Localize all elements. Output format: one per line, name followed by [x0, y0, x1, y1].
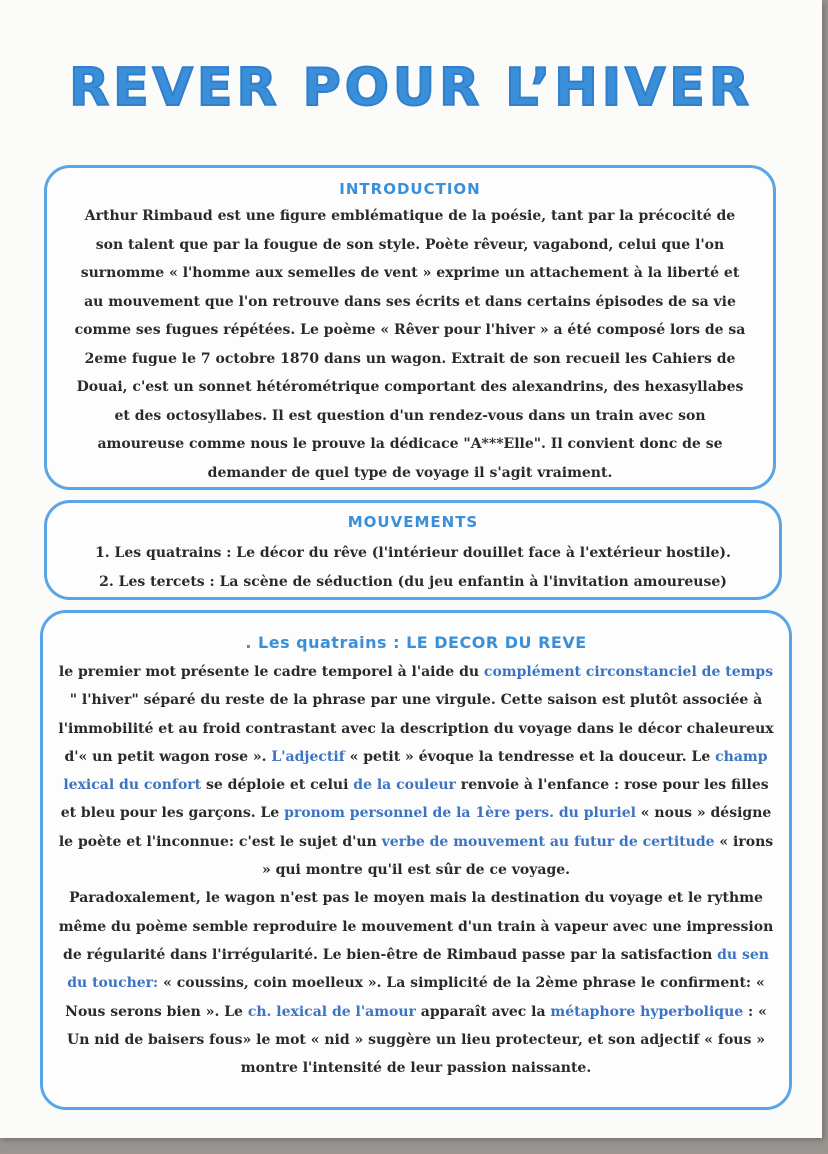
text-segment: le premier mot présente le cadre temporel à l'aide du: [58, 664, 484, 680]
text-segment: Paradoxalement, le wagon n'est pas le moyen mais la destination du voyage et le rythme même du poème semble reproduire le mouvement d'un train à vapeur avec une impression de régularité dans l'irrégularité. Le bien-être de Rimbaud passe par la satisfaction: [58, 890, 774, 963]
quatrains-paragraph-1: [57, 658, 775, 884]
text-segment: se déploie et celui: [201, 777, 354, 794]
highlighted-term: ch. lexical de l'amour: [247, 1003, 416, 1020]
quatrains-heading: [43, 633, 789, 652]
highlighted-term: pronom personnel de la 1ère pers. du pluriel: [284, 805, 636, 822]
mouvement-item: 1. Les quatrains : Le décor du rêve (l'intérieur douillet face à l'extérieur hostile).: [95, 545, 731, 561]
text-segment: : « Un nid de baisers fous» le mot « nid » suggère un lieu protecteur, et son adjectif « fous » montre l'intensité de leur passion naissante.: [67, 1003, 767, 1077]
text-segment: « coussins, coin moelleux ». La simplicité de la 2ème phrase le confirment: « Nous serons bien ». Le: [65, 975, 765, 1020]
text-segment: " l'hiver" séparé du reste de la phrase par une virgule. Cette saison est plutôt associée à l'immobilité et au froid contrastant avec la description du voyage dans le décor chaleureux d'« un petit wagon rose ».: [58, 692, 774, 765]
highlighted-term: L'adjectif: [271, 748, 345, 765]
highlighted-term: de la couleur: [353, 777, 456, 794]
quatrains-box: [40, 610, 792, 1110]
text-segment: « nous » désigne le poète et l'inconnue: c'est le sujet d'un: [58, 805, 772, 850]
highlighted-term: métaphore hyperbolique: [550, 1003, 744, 1020]
text-segment: « petit » évoque la tendresse et la douceur. Le: [344, 748, 716, 765]
mouvement-item: 2. Les tercets : La scène de séduction (du jeu enfantin à l'invitation amoureuse): [99, 574, 727, 590]
quatrains-paragraph-2: [57, 884, 775, 1082]
highlighted-term: du sen du toucher:: [67, 946, 769, 992]
quatrains-heading-lead: . Les quatrains :: [245, 633, 407, 652]
text-segment: apparaît avec la: [415, 1003, 551, 1020]
text-segment: renvoie à l'enfance : rose pour les filles et bleu pour les garçons. Le: [60, 777, 769, 822]
text-segment: « irons » qui montre qu'il est sûr de ce voyage.: [261, 833, 774, 879]
quatrains-heading-title: LE DECOR DU REVE: [406, 633, 587, 652]
introduction-text: Arthur Rimbaud est une figure emblématique de la poésie, tant par la précocité de son talent que par la fougue de son style. Poète rêveur, vagabond, celui que l'on surnomme « l'homme aux semelles de vent » exprime un attachement à la liberté et au mouvement que l'on retrouve dans ses écrits et dans certains épisodes de sa vie comme ses fugues répétées. Le poème « Rêver pour l'hiver » a été composé lors de sa 2eme fugue le 7 octobre 1870 dans un wagon. Extrait de son recueil les Cahiers de Douai, c'est un sonnet hétérométrique comportant des alexandrins, des hexasyllabes et des octosyllabes. Il est question d'un rendez-vous dans un train avec son amoureuse comme nous le prouve la dédicace "A***Elle". Il convient donc de se demander de quel type de voyage il s'agit vraiment.: [74, 208, 746, 481]
mouvements-list: [47, 539, 779, 597]
introduction-box: [44, 165, 776, 490]
mouvements-heading: MOUVEMENTS: [347, 513, 479, 531]
page-title: REVER POUR L’HIVER: [69, 58, 753, 118]
highlighted-term: verbe de mouvement au futur de certitude: [381, 833, 715, 850]
highlighted-term: complément circonstanciel de temps: [483, 664, 774, 680]
highlighted-term: champ lexical du confort: [63, 748, 768, 794]
mouvements-box: [44, 500, 782, 600]
introduction-heading: INTRODUCTION: [339, 180, 481, 198]
